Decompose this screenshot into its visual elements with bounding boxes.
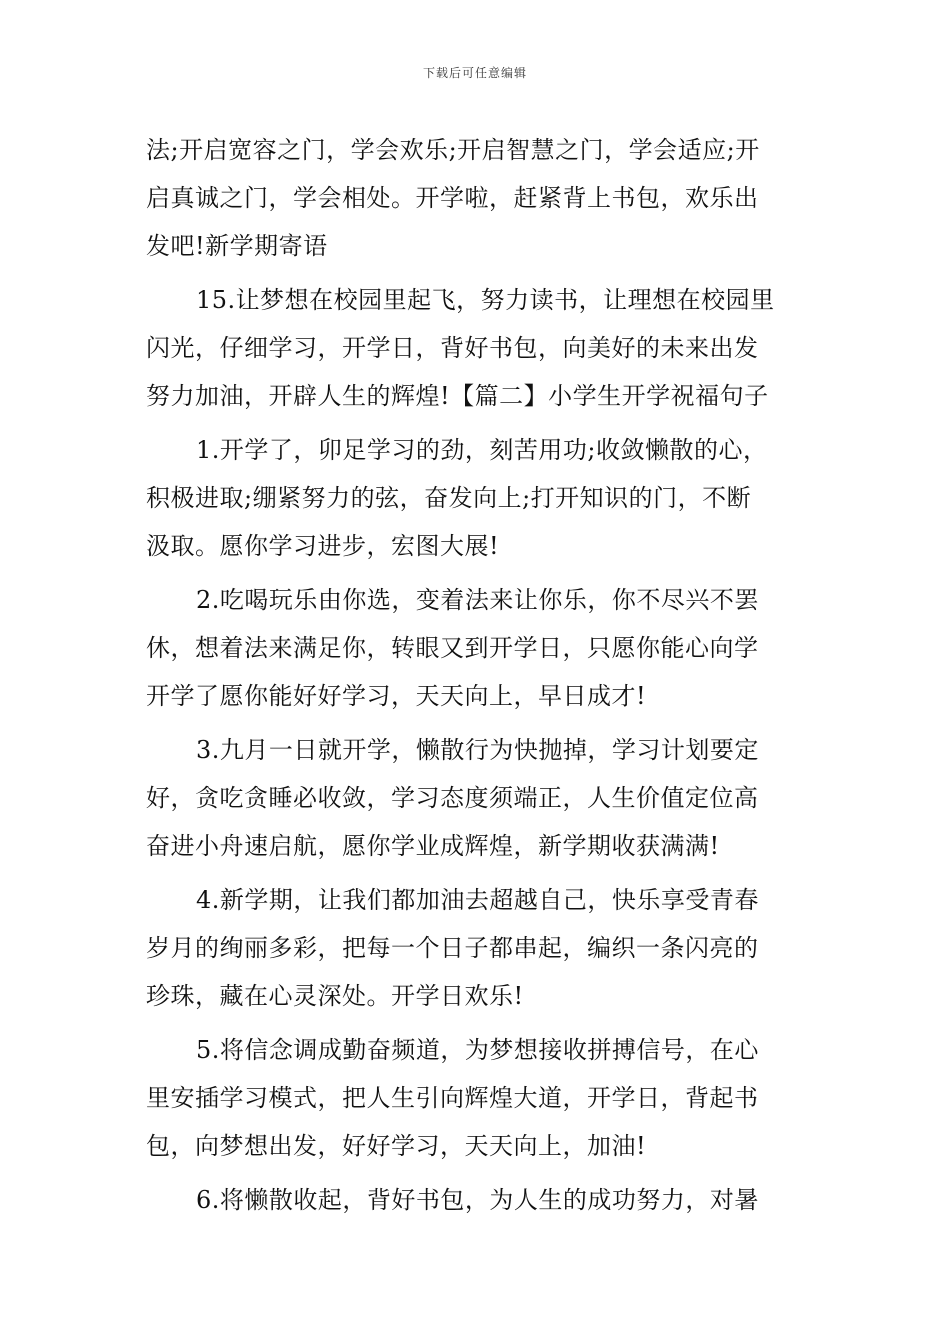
text-line: 启真诚之门，学会相处。开学啦，赶紧背上书包，欢乐出 <box>146 184 759 212</box>
text-line: 奋进小舟速启航，愿你学业成辉煌，新学期收获满满! <box>146 832 720 860</box>
paragraph-start-15: 15.让梦想在校园里起飞，努力读书，让理想在校园里 <box>196 286 775 314</box>
text-line: 发吧!新学期寄语 <box>146 232 328 260</box>
text-line: 包，向梦想出发，好好学习，天天向上，加油! <box>146 1132 647 1160</box>
text-line: 岁月的绚丽多彩，把每一个日子都串起，编织一条闪亮的 <box>146 934 759 962</box>
text-line: 珍珠，藏在心灵深处。开学日欢乐! <box>146 982 524 1010</box>
page-header: 下载后可任意编辑 <box>422 66 527 80</box>
paragraph-start-1: 1.开学了，卯足学习的劲，刻苦用功;收敛懒散的心， <box>196 436 768 464</box>
text-line: 闪光，仔细学习，开学日，背好书包，向美好的未来出发 <box>146 334 759 362</box>
text-line: 积极进取;绷紧努力的弦，奋发向上;打开知识的门，不断 <box>146 484 752 512</box>
text-line: 法;开启宽容之门，学会欢乐;开启智慧之门，学会适应;开 <box>146 136 760 164</box>
text-line: 汲取。愿你学习进步，宏图大展! <box>146 532 500 560</box>
text-line: 休，想着法来满足你，转眼又到开学日，只愿你能心向学 <box>146 634 759 662</box>
paragraph-start-5: 5.将信念调成勤奋频道，为梦想接收拼搏信号，在心 <box>196 1036 759 1064</box>
paragraph-start-3: 3.九月一日就开学，懒散行为快抛掉，学习计划要定 <box>196 736 759 764</box>
text-line: 里安插学习模式，把人生引向辉煌大道，开学日，背起书 <box>146 1084 759 1112</box>
text-line: 努力加油，开辟人生的辉煌!【篇二】小学生开学祝福句子 <box>146 382 769 410</box>
paragraph-start-2: 2.吃喝玩乐由你选，变着法来让你乐，你不尽兴不罢 <box>196 586 759 614</box>
text-line: 开学了愿你能好好学习，天天向上，早日成才! <box>146 682 647 710</box>
paragraph-start-4: 4.新学期，让我们都加油去超越自己，快乐享受青春 <box>196 886 759 914</box>
text-line: 好，贪吃贪睡必收敛，学习态度须端正，人生价值定位高 <box>146 784 759 812</box>
paragraph-start-6: 6.将懒散收起，背好书包，为人生的成功努力，对暑 <box>196 1186 759 1214</box>
